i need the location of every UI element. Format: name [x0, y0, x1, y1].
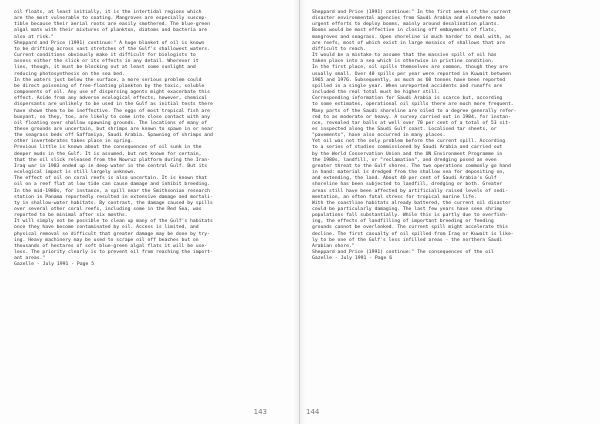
text-line: It will simply not be possible to clean up many of the Gulf's habitats — [14, 219, 213, 225]
text-line: by the World Conservation Union and the UN Environment Programme in — [312, 151, 503, 157]
text-line: Previous little is known about the consequences of oil sunk in the — [14, 145, 202, 151]
text-line: have shown them to be ineffective. The eggs of most tropical fish are — [14, 108, 210, 114]
text-line: and extending, the land. About 40 per cent of Saudi Arabia's Gulf — [312, 176, 497, 182]
text-line: assess either the slick or its effects in any detail. Wherever it — [14, 59, 199, 65]
text-line: difficult to reach. — [312, 46, 366, 52]
text-line: Corresponding information for Saudi Arabia is scarce but, according — [312, 96, 503, 102]
text-line: the 1980s, landfill, or "reclamation", and dredging posed an even — [312, 157, 497, 163]
text-line: It would be a mistake to assume that the massive spill of oil has — [312, 53, 497, 59]
text-line: reported to be minimal after six months. — [14, 213, 128, 219]
text-line: 1965 and 1976. Subsequently, as much as 60 tonnes have been reported — [312, 77, 506, 83]
text-line: "pavements", have also occurred in many places. — [312, 133, 446, 139]
text-line: ing, the effects of landfilling of important breeding or feeding — [312, 219, 494, 225]
text-line: Arabian shore." — [312, 243, 355, 249]
text-line: populations fall substantially. While this is partly due to overfish- — [312, 213, 508, 219]
text-line: physical removal so difficult that greater damage may be done by try- — [14, 231, 210, 237]
text-line: ant areas." — [14, 256, 46, 262]
text-line: to a series of studies commissioned by Saudi Arabia and carried out — [312, 145, 503, 151]
right-page-number: 144 — [306, 408, 320, 416]
text-line: nce, revealed tar balls at well over 70 per cent of a total of 53 sit- — [312, 120, 511, 126]
text-line: Sheppard and Price (1991) continue:" In the first weeks of the current — [312, 10, 511, 15]
text-line: Sheppard and Price (1991) continue:" The consequences of the oil — [312, 250, 494, 256]
text-line: usually small. Over 40 spills per year were reported in Kuwait between — [312, 71, 511, 77]
text-line: red to as moderate or heavy. A survey carried out in 1984, for instan- — [312, 114, 511, 120]
text-line: components of oil. Any use of dispersing agents might exacerbate this — [14, 90, 210, 96]
left-page-footer: Gazelle - July 1991 - Page 5 — [14, 262, 95, 268]
text-line: be direct poisoning of free-floating plankton by the toxic, soluble — [14, 83, 205, 89]
gutter-shadow — [293, 0, 299, 424]
text-line: ing. Heavy machinery may be used to scrape oil off beaches but on — [14, 237, 199, 243]
text-line: ly to be one of the Gulf's less infilled areas - the northern Saudi — [312, 237, 503, 243]
text-line: shoreline has been subjected to landfill, dredging or both. Greater — [312, 182, 503, 188]
text-line: Many parts of the Saudi shoreline are oiled to a degree generally refer- — [312, 108, 517, 114]
text-line: lies, though, it must be blocking out at least some sunlight and — [14, 65, 196, 71]
text-line: once they have become contaminated by oil. Access is limited, and — [14, 225, 199, 231]
text-line: are reefs, most of which exist in large mosaics of shallows that are — [312, 40, 506, 46]
text-line: less. The priority clearly is to prevent oil from reaching the import- — [14, 250, 213, 256]
text-line: station in Panama reportedly resulted in extensive damage and mortali- — [14, 194, 213, 200]
text-line: tible because their aerial roots are easily smothered. The blue-green — [14, 22, 210, 28]
text-line: spilled in a single year. When unreported accidents and runoffs are — [312, 83, 503, 89]
left-page-body — [14, 10, 291, 262]
text-line: ty in shallow-water habitats. By contrast, the damage caused by spills — [14, 200, 213, 206]
text-line: Sheppard and Price (1991) continue:" A huge blanket of oil is known — [14, 40, 205, 46]
text-line: Iraq war in 1983 ended up in deep water in the central Gulf. But its — [14, 163, 208, 169]
text-line: In the waters just below the surface, a more serious problem could — [14, 77, 202, 83]
text-line: algal mats with their mixtures of plankton, diatoms and bacteria are — [14, 28, 208, 34]
text-line: included the real total must be higher still. — [312, 90, 440, 96]
left-page-number: 143 — [253, 408, 267, 416]
text-line: disaster environmental agencies from Saudi Arabia and elsewhere made — [312, 16, 506, 22]
text-line: these grounds are uncertain, but shrimps are known to spawn in or near — [14, 126, 213, 132]
text-line: oil floating over shallow spawning grounds. The locations of many of — [14, 120, 208, 126]
text-line: over several other coral reefs, including some in the Red Sea, was — [14, 207, 202, 212]
text-line: also at risk." — [14, 34, 54, 40]
text-line: The effect of oil on coral reefs is also uncertain. It is known that — [14, 176, 208, 182]
text-line: that the oil slick released from the Nowruz platform during the Iran- — [14, 157, 210, 163]
text-line: to be drifting across vast stretches of the Gulf's shallowest waters. — [14, 46, 210, 52]
gutter-shadow — [300, 0, 306, 424]
text-line: grounds cannot be overlooked. The current spill might accelerate this — [312, 225, 508, 231]
text-line: areas still have been affected by artificially raised levels of sedi- — [312, 188, 508, 194]
text-line: reducing photosynthesis on the sea bed. — [14, 71, 125, 77]
text-line: oil floats, at least initially, it is the intertidal regions which — [14, 10, 202, 15]
text-line: deeper muds in the Gulf. It is assumed, but not known for certain, — [14, 151, 202, 157]
text-line: ecological impact is still largely unknown. — [14, 170, 137, 176]
text-line: es inspected along the Saudi Gulf coast. Localised tar sheets, or — [312, 126, 497, 132]
text-line: With the coastline habitats already battered, the current oil disaster — [312, 200, 511, 206]
text-line: Current conditions obviously make it difficult for biologists to — [14, 53, 196, 59]
text-line: could be particularly damaging. The last few years have seen shrimp — [312, 207, 503, 212]
right-page-footer: Gazelle - July 1991 - Page 6 — [312, 256, 393, 262]
text-line: decline. The first casualty of oil spilled from Iraq or Kuwait is like- — [312, 231, 514, 237]
text-line: are the most vulnerable to coating. Mangroves are especially suscep- — [14, 16, 208, 22]
text-line: oil on a reef flat at low tide can cause damage and inhibit breeding. — [14, 182, 210, 188]
text-line: mentation, an often fatal stress for tropical marine life. — [312, 194, 477, 200]
text-line: In the mid-1980s, for instance, a spill near the Smithsonian research — [14, 188, 210, 194]
text-line: other invertebrates takes place in spring. — [14, 139, 134, 145]
text-line: the seagrass beds off Saffaniya, Saudi Arabia. Spawning of shrimps and — [14, 133, 213, 139]
text-line: thousands of hectares of soft blue-green algal flats it will be use- — [14, 243, 208, 249]
text-line: urgent efforts to deploy booms, mainly around desalination plants. — [312, 22, 500, 28]
text-line: buoyant, so they, too, are likely to come into close contact with any — [14, 114, 210, 120]
text-line: mangroves and seagrass. Open shoreline is much harder to deal with, as — [312, 34, 511, 40]
text-line: Yet oil was not the only problem before the current spill. According — [312, 139, 506, 145]
text-line: Booms would be most effective in closing off embayments of flats, — [312, 28, 497, 34]
text-line: taken place into a sea which is otherwise in pristine condition. — [312, 59, 494, 65]
text-line: effect. Aside from any adverse ecological effects, however, chemical — [14, 96, 208, 102]
text-line: to some estimates, operational oil spills there are much more frequent. — [312, 102, 514, 108]
text-line: dispersants are unlikely to be used in the Gulf as initial tests there — [14, 102, 213, 108]
text-line: in hand: material is dredged from the shallow sea for depositing on, — [312, 170, 506, 176]
right-page-body — [312, 10, 590, 256]
text-line: In the first place, oil spills themselves are common, though they are — [312, 65, 508, 71]
right-page — [300, 0, 600, 424]
text-line: greater threat to the Gulf shores. The two operations commonly go hand — [312, 163, 511, 169]
